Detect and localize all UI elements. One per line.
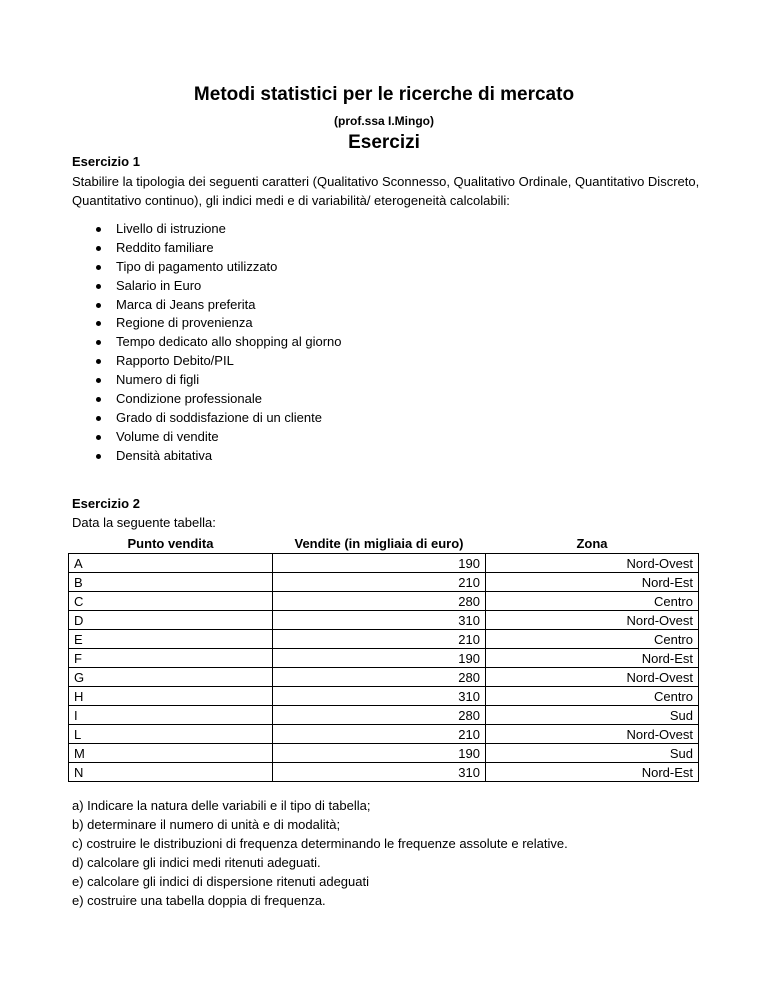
list-item: Tipo di pagamento utilizzato xyxy=(72,258,342,277)
list-item: Reddito familiare xyxy=(72,239,342,258)
list-item: Condizione professionale xyxy=(72,390,342,409)
exercise2-intro: Data la seguente tabella: xyxy=(72,515,216,530)
bullet-icon xyxy=(96,265,101,270)
table-cell: 210 xyxy=(273,573,486,592)
list-item: Grado di soddisfazione di un cliente xyxy=(72,409,342,428)
table-cell: 310 xyxy=(273,687,486,706)
table-row xyxy=(69,706,699,725)
table-row xyxy=(69,763,699,782)
bullet-icon xyxy=(96,303,101,308)
table-row xyxy=(69,554,699,573)
bullet-icon xyxy=(96,397,101,402)
table-cell: 280 xyxy=(273,668,486,687)
table-cell: C xyxy=(69,592,273,611)
table-cell: Centro xyxy=(486,630,699,649)
list-item: Numero di figli xyxy=(72,371,342,390)
table-row xyxy=(69,725,699,744)
table-cell: Centro xyxy=(486,592,699,611)
list-item: Salario in Euro xyxy=(72,277,342,296)
exercise1-title: Esercizio 1 xyxy=(72,154,140,169)
table-row xyxy=(69,611,699,630)
bullet-icon xyxy=(96,284,101,289)
question-line: c) costruire le distribuzioni di frequenza determinando le frequenze assolute e relative. xyxy=(72,836,568,851)
list-item: Tempo dedicato allo shopping al giorno xyxy=(72,333,342,352)
table-cell: Nord-Ovest xyxy=(486,668,699,687)
exercise2-title: Esercizio 2 xyxy=(72,496,140,511)
table-row xyxy=(69,630,699,649)
table-cell: E xyxy=(69,630,273,649)
list-item: Densità abitativa xyxy=(72,447,342,466)
table-cell: 310 xyxy=(273,611,486,630)
table-cell: 280 xyxy=(273,706,486,725)
table-cell: 310 xyxy=(273,763,486,782)
table-cell: 210 xyxy=(273,725,486,744)
table-cell: Nord-Ovest xyxy=(486,725,699,744)
question-line: e) costruire una tabella doppia di frequenza. xyxy=(72,893,326,908)
table-cell: Nord-Est xyxy=(486,649,699,668)
table-cell: Nord-Ovest xyxy=(486,554,699,573)
column-header: Zona xyxy=(576,536,608,551)
table-row xyxy=(69,649,699,668)
exercise2-questions xyxy=(72,796,568,910)
bullet-icon xyxy=(96,340,101,345)
table-cell: N xyxy=(69,763,273,782)
list-item: Regione di provenienza xyxy=(72,314,342,333)
bullet-icon xyxy=(96,227,101,232)
table-cell: 190 xyxy=(273,744,486,763)
table-cell: G xyxy=(69,668,273,687)
table-cell: A xyxy=(69,554,273,573)
list-item: Livello di istruzione xyxy=(72,220,342,239)
bullet-icon xyxy=(96,416,101,421)
question-line: b) determinare il numero di unità e di modalità; xyxy=(72,817,341,832)
question-line: a) Indicare la natura delle variabili e il tipo di tabella; xyxy=(72,798,371,813)
bullet-icon xyxy=(96,454,101,459)
table-cell: Nord-Ovest xyxy=(486,611,699,630)
table-cell: M xyxy=(69,744,273,763)
table-cell: I xyxy=(69,706,273,725)
column-header: Vendite (in migliaia di euro) xyxy=(294,536,464,551)
table-cell: 190 xyxy=(273,554,486,573)
table-cell: H xyxy=(69,687,273,706)
section-heading: Esercizi xyxy=(348,132,420,153)
sales-table xyxy=(68,534,699,782)
table-cell: Sud xyxy=(486,706,699,725)
bullet-icon xyxy=(96,359,101,364)
table-cell: B xyxy=(69,573,273,592)
question-line: e) calcolare gli indici di dispersione ritenuti adeguati xyxy=(72,874,370,889)
table-cell: Nord-Est xyxy=(486,573,699,592)
column-header: Punto vendita xyxy=(127,536,214,551)
table-row xyxy=(69,687,699,706)
table-cell: D xyxy=(69,611,273,630)
table-cell: Sud xyxy=(486,744,699,763)
table-cell: 280 xyxy=(273,592,486,611)
table-cell: L xyxy=(69,725,273,744)
table-cell: Nord-Est xyxy=(486,763,699,782)
table-cell: 210 xyxy=(273,630,486,649)
bullet-icon xyxy=(96,435,101,440)
question-line: d) calcolare gli indici medi ritenuti adeguati. xyxy=(72,855,321,870)
author-line: (prof.ssa I.Mingo) xyxy=(334,114,434,128)
list-item: Marca di Jeans preferita xyxy=(72,296,342,315)
table-header-row xyxy=(69,534,699,554)
table-row xyxy=(69,744,699,763)
table-cell: 190 xyxy=(273,649,486,668)
list-item: Rapporto Debito/PIL xyxy=(72,352,342,371)
table-cell: F xyxy=(69,649,273,668)
list-item: Volume di vendite xyxy=(72,428,342,447)
table-row xyxy=(69,592,699,611)
table-cell: Centro xyxy=(486,687,699,706)
table-row xyxy=(69,668,699,687)
bullet-icon xyxy=(96,246,101,251)
document-title: Metodi statistici per le ricerche di mercato xyxy=(193,84,575,105)
bullet-icon xyxy=(96,321,101,326)
table-row xyxy=(69,573,699,592)
exercise1-list xyxy=(72,220,342,466)
exercise1-text: Stabilire la tipologia dei seguenti caratteri (Qualitativo Sconnesso, Qualitativo Ordinale, Quantitativo Discreto, Quantitativo continuo), gli indici medi e di variabilità/ eterogeneità calcolabili: xyxy=(72,174,700,208)
bullet-icon xyxy=(96,378,101,383)
